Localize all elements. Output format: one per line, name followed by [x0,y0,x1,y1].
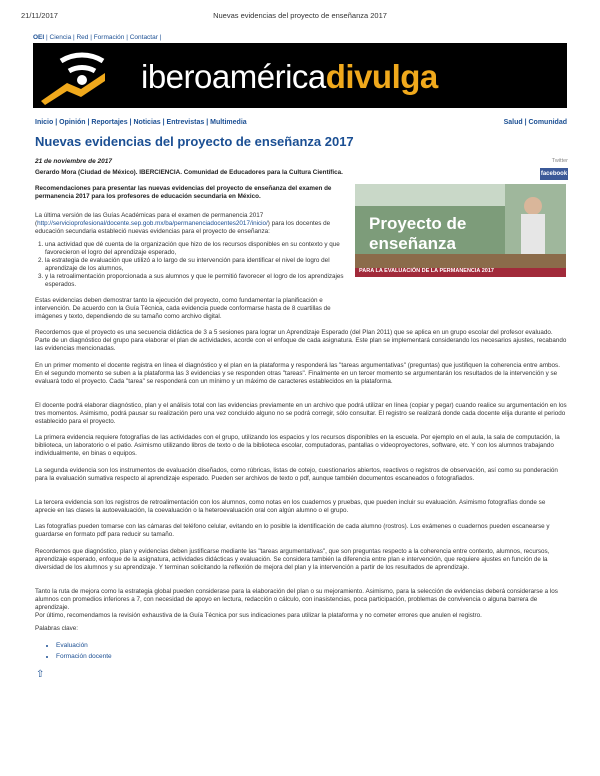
article-date: 21 de noviembre de 2017 [35,158,112,165]
article-author: Gerardo Mora (Ciudad de México). IBERCIENCIA. Comunidad de Educadores para la Cultura Científica. [35,169,343,176]
list-item: 2. la estrategia de evaluación que utilizó a lo largo de su intervención para identificar el nivel de logro del aprendizaje de los alumnos, [45,257,351,273]
brand-bold: divulga [325,58,438,95]
back-to-top-icon[interactable]: ⇧ [36,669,45,680]
keyword-link[interactable]: • Formación docente [56,651,112,662]
paragraph-12: Por último, recomendamos la revisión exhaustiva de la Guía Técnica por sus indicaciones para utilizar la plataforma y no cometer errores que anulen el registro. [35,612,482,619]
paragraph-10: Recordemos que diagnóstico, plan y evidencias deben justificarse mediante las "tareas argumentativas", que son preguntas respecto a la coherencia entre contexto, alumnos, recursos, aprendizaje esperado, enfoque de la asignatura, actividades didácticas y evaluación. Se considera también la diferencia entre plan e intervención, que requiere ajustes en función de la diversidad de los alumnos y su aprendizaje. Y terminan solicitando la reflexión de mejora del plan y la intervención a partir de los resultados de aprendizaje. [35,548,550,572]
print-title: Nuevas evidencias del proyecto de enseñanza 2017 [213,11,387,20]
paragraph-9: Las fotografías pueden tomarse con las cámaras del teléfono celular, evitando en lo posible la identificación de cada alumno (rostros). Los exámenes o cuadernos pueden escanearse y guardarse en formato pdf para reducir su tamaño. [35,523,550,539]
paragraph-11: Tanto la ruta de mejora como la estrategia global pueden considerase para la elaboración del plan o su mejoramiento. Asimismo, para la selección de evidencias deberá considerarse a los alumnos con promedios inferiores a 7, con necesidad de apoyo en lectura, redacción o cálculo, con inasistencias, poca participación, problemas de convivencia o alguna barrera de aprendizaje. [35,588,558,612]
hero-caption: PARA LA EVALUACIÓN DE LA PERMANENCIA 2017 [359,268,494,274]
keywords-label: Palabras clave: [35,625,79,632]
article-lead: Recomendaciones para presentar las nuevas evidencias del proyecto de enseñanza del examen de permanencia 2017 para los profesores de educación secundaria en México. [35,185,332,201]
top-nav-links[interactable]: | Ciencia | Red | Formación | Contactar | [44,34,162,41]
paragraph-3: Recordemos que el proyecto es una secuencia didáctica de 3 a 5 sesiones para lograr un Aprendizaje Esperado (del Plan 2011) que se aplica en un grupo escolar del profesor evaluado. Parte de un diagnóstico del grupo para elaborar el plan de actividades, acorde con el enfoque de cada asignatura. Este plan se implementará considerando los necesarios ajustes, recabando las evidencias mencionadas. [35,329,567,353]
keywords-list [48,640,112,662]
hero-image [355,184,566,277]
paragraph-2: Estas evidencias deben demostrar tanto la ejecución del proyecto, como fundamentar la planificación e intervención. De acuerdo con la Guía Técnica, cada evidencia puede conformarse hasta de 8 cuartillas de imágenes y texto, dependiendo de su tamaño como archivo digital. [35,297,331,321]
top-nav [33,34,161,41]
main-nav-right[interactable]: Salud | Comunidad [503,119,567,126]
broadcast-logo-icon [33,43,133,108]
print-header [21,11,579,23]
print-date: 21/11/2017 [21,11,58,20]
facebook-button[interactable]: facebook [540,168,568,180]
paragraph-8: La tercera evidencia son los registros de retroalimentación con los alumnos, como notas en los cuadernos y pruebas, que pueden incluir su evaluación. Asimismo fotografías donde se aprecie en las clases la autoevaluación, la coevaluación o la heteroevaluación oral con algún alumno o el grupo. [35,499,546,515]
paragraph-1: La última versión de las Guías Académicas para el examen de permanencia 2017 (http://servicioprofesional/docente.sep.gob.mx/ba/permanenciadocentes2017/inicio/) para los docentes de educación secundaria estableció nuevas evidencias para el proyecto de enseñanza: [35,212,331,236]
hero-line1: Proyecto de [369,214,467,233]
twitter-button[interactable]: Twitter [551,158,568,164]
site-banner[interactable] [33,43,567,108]
keyword-link[interactable]: • Evaluación [56,640,112,651]
brand-light: iberoamérica [141,58,326,95]
main-nav [35,119,567,126]
paragraph-6: La primera evidencia requiere fotografías de las actividades con el grupo, utilizando los espacios y los recursos disponibles en la escuela. Por ejemplo en el aula, la sala de computación, la biblioteca, un laboratorio o el patio. Asimismo utilizando libros de texto o de la biblioteca escolar, computadoras, pantallas o videoproyectores, software, etc. Y con los alumnos trabajando individualmente, en binas o equipos. [35,434,560,458]
share-sidebar [484,158,568,180]
paragraph-4: En un primer momento el docente registra en línea el diagnóstico y el plan en la plataforma y responderá las "tareas argumentativas" (preguntas) que justifiquen la coherencia entre ambos. En el segundo momento se suben a la plataforma las 3 evidencias y se responden otras "tareas". Finalmente en un tercer momento se argumentarán los resultados de la intervención y se evaluará todo el proyecto. Cada "tarea" se responderá con un mínimo y un máximo de caracteres establecidos en la plataforma. [35,362,560,386]
guide-link[interactable]: http://servicioprofesional/docente.sep.gob.mx/ba/permanenciadocentes2017/inicio/ [37,220,268,228]
list-item: 1. una actividad que dé cuenta de la organización que hizo de los recursos disponibles en su contexto y que favorecieron el logro del aprendizaje esperado, [45,241,351,257]
main-nav-left[interactable]: Inicio | Opinión | Reportajes | Noticias | Entrevistas | Multimedia [35,119,247,126]
article-title: Nuevas evidencias del proyecto de enseñanza 2017 [35,134,354,149]
site-brand [141,58,438,96]
list-item: 3. y la retroalimentación proporcionada a sus alumnos y que le permitió favorecer el logro de los aprendizajes esperados. [45,273,351,289]
hero-line2: enseñanza [369,234,456,253]
oei-link[interactable]: OEI [33,34,45,41]
paragraph-5: El docente podrá elaborar diagnóstico, plan y el análisis total con las evidencias previamente en un archivo que podrá utilizar en línea (copiar y pegar) cuando realice su argumentación en los tres momentos. Asimismo, podrá pausar su realización pero una vez concluido alguno no se podrá corregir, sólo consultar. El registro se realizará donde cada docente elija durante el periodo establecido para el proyecto. [35,402,567,426]
paragraph-7: La segunda evidencia son los instrumentos de evaluación diseñados, como rúbricas, listas de cotejo, cuestionarios abiertos, reactivos o registros de observación, así como su ponderación para la evaluación sumativa respecto al aprendizaje esperado. Pueden ser archivos de texto o pdf, aunque también documentos escaneados o fotografiados. [35,467,558,483]
evidence-list [35,241,351,290]
